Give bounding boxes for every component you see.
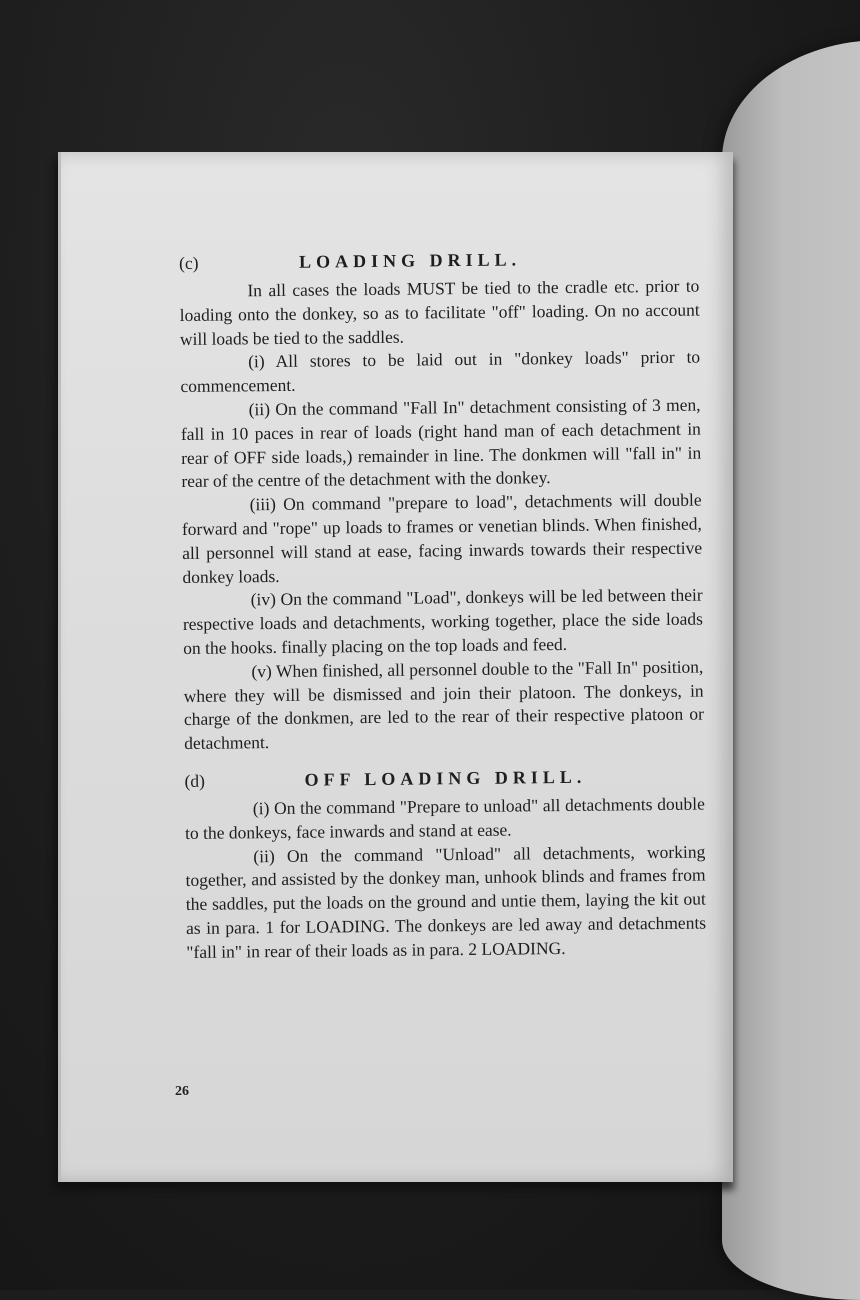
paragraph: (i) On the command "Prepare to unload" all detachments double to the donkeys, face inwards and stand at ease. xyxy=(184,793,705,843)
paragraph: (iv) On the command "Load", donkeys will be led between their respective loads and detachments, working together, place the side loads on the hooks. finally placing on the top loads and feed. xyxy=(182,584,703,658)
section-d-heading xyxy=(184,764,704,795)
page-number: 26 xyxy=(175,1084,189,1099)
page-text xyxy=(179,247,706,965)
section-c-letter: (c) xyxy=(179,252,199,273)
facing-page-edge xyxy=(722,40,860,1300)
paragraph: (v) When finished, all personnel double to the "Fall In" position, where they will be dismissed and join their platoon. The donkeys, in charge of the donkmen, are led to the rear of their respective platoon or detachment. xyxy=(183,656,704,754)
book-page xyxy=(58,152,733,1182)
section-d-letter: (d) xyxy=(184,770,206,791)
paragraph: (ii) On the command "Unload" all detachments, working together, and assisted by the donkey man, unhook blinds and frames from the saddles, put the loads on the ground and untie them, laying the kit out as in para. 1 for LOADING. The donkeys are led away and detachments "fall in" in rear of their loads as in para. 2 LOADING. xyxy=(185,841,707,962)
paragraph: In all cases the loads MUST be tied to the cradle etc. prior to loading onto the donkey, so as to facilitate "off" loading. On no account will loads be tied to the saddles. xyxy=(179,275,700,349)
section-d-title: OFF LOADING DRILL. xyxy=(304,766,587,790)
paragraph: (i) All stores to be laid out in "donkey loads" prior to commencement. xyxy=(180,346,701,397)
paragraph: (iii) On command "prepare to load", detachments will double forward and "rope" up loads to frames or venetian blinds. When finished, all personnel will stand at ease, facing inwards towards their respective donkey loads. xyxy=(181,489,703,587)
section-c-heading xyxy=(179,247,699,278)
section-c-title: LOADING DRILL. xyxy=(299,249,522,272)
paragraph: (ii) On the command "Fall In" detachment consisting of 3 men, fall in 10 paces in rear of loads (right hand man of each detachment in rear of OFF side loads,) remainder in line. The donkmen will "fall in" in rear of the centre of the detachment with the donkey. xyxy=(180,394,702,492)
